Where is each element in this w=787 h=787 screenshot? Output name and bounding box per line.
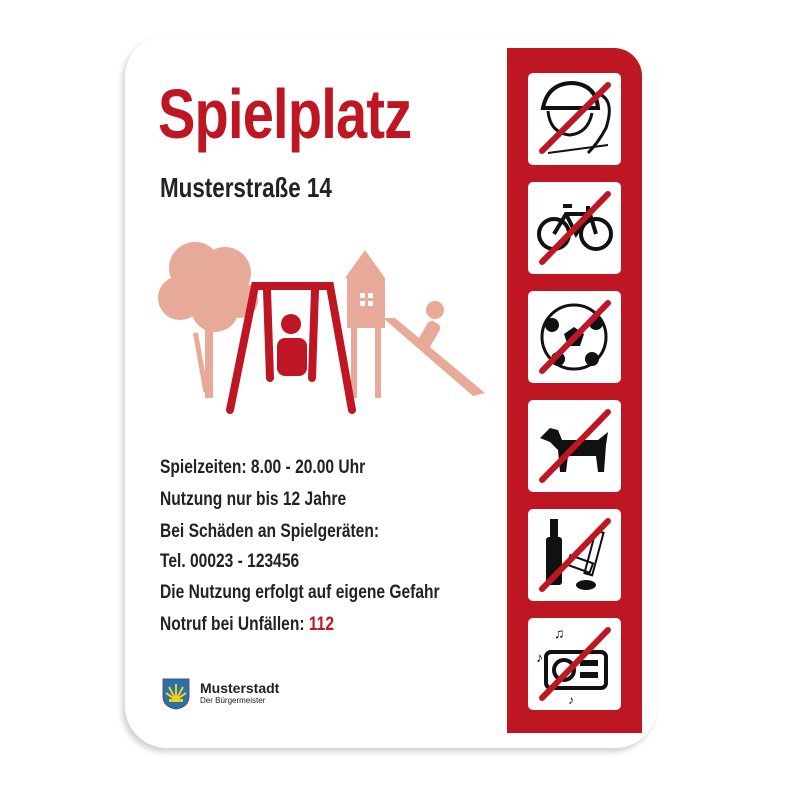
emergency-number: 112 xyxy=(308,614,335,635)
info-emergency xyxy=(160,614,334,636)
no-bicycles-icon xyxy=(528,182,621,274)
emergency-label: Notruf bei Unfällen: xyxy=(160,614,309,635)
svg-text:♪: ♪ xyxy=(536,649,543,665)
info-damage: Bei Schäden an Spielgeräten: xyxy=(160,521,380,542)
coat-of-arms-icon xyxy=(162,678,190,710)
no-loud-music-icon xyxy=(528,618,621,710)
info-hours: Spielzeiten: 8.00 - 20.00 Uhr xyxy=(160,457,366,478)
info-risk: Die Nutzung erfolgt auf eigene Gefahr xyxy=(160,582,440,603)
svg-text:♪: ♪ xyxy=(568,693,574,707)
svg-text:♫: ♫ xyxy=(554,625,565,641)
address: Musterstraße 14 xyxy=(160,172,332,203)
no-helmet-cords-icon xyxy=(528,73,621,165)
no-ball-games-icon xyxy=(528,291,621,383)
town-name: Musterstadt xyxy=(200,680,280,696)
no-alcohol-drugs-icon xyxy=(528,509,621,601)
info-phone: Tel. 00023 - 123456 xyxy=(160,551,300,572)
no-dogs-icon xyxy=(528,400,621,492)
sign-title: Spielplatz xyxy=(158,75,412,153)
mayor-label: Der Bürgermeister xyxy=(200,696,266,705)
playground-illustration xyxy=(155,238,485,418)
info-age: Nutzung nur bis 12 Jahre xyxy=(160,489,347,510)
